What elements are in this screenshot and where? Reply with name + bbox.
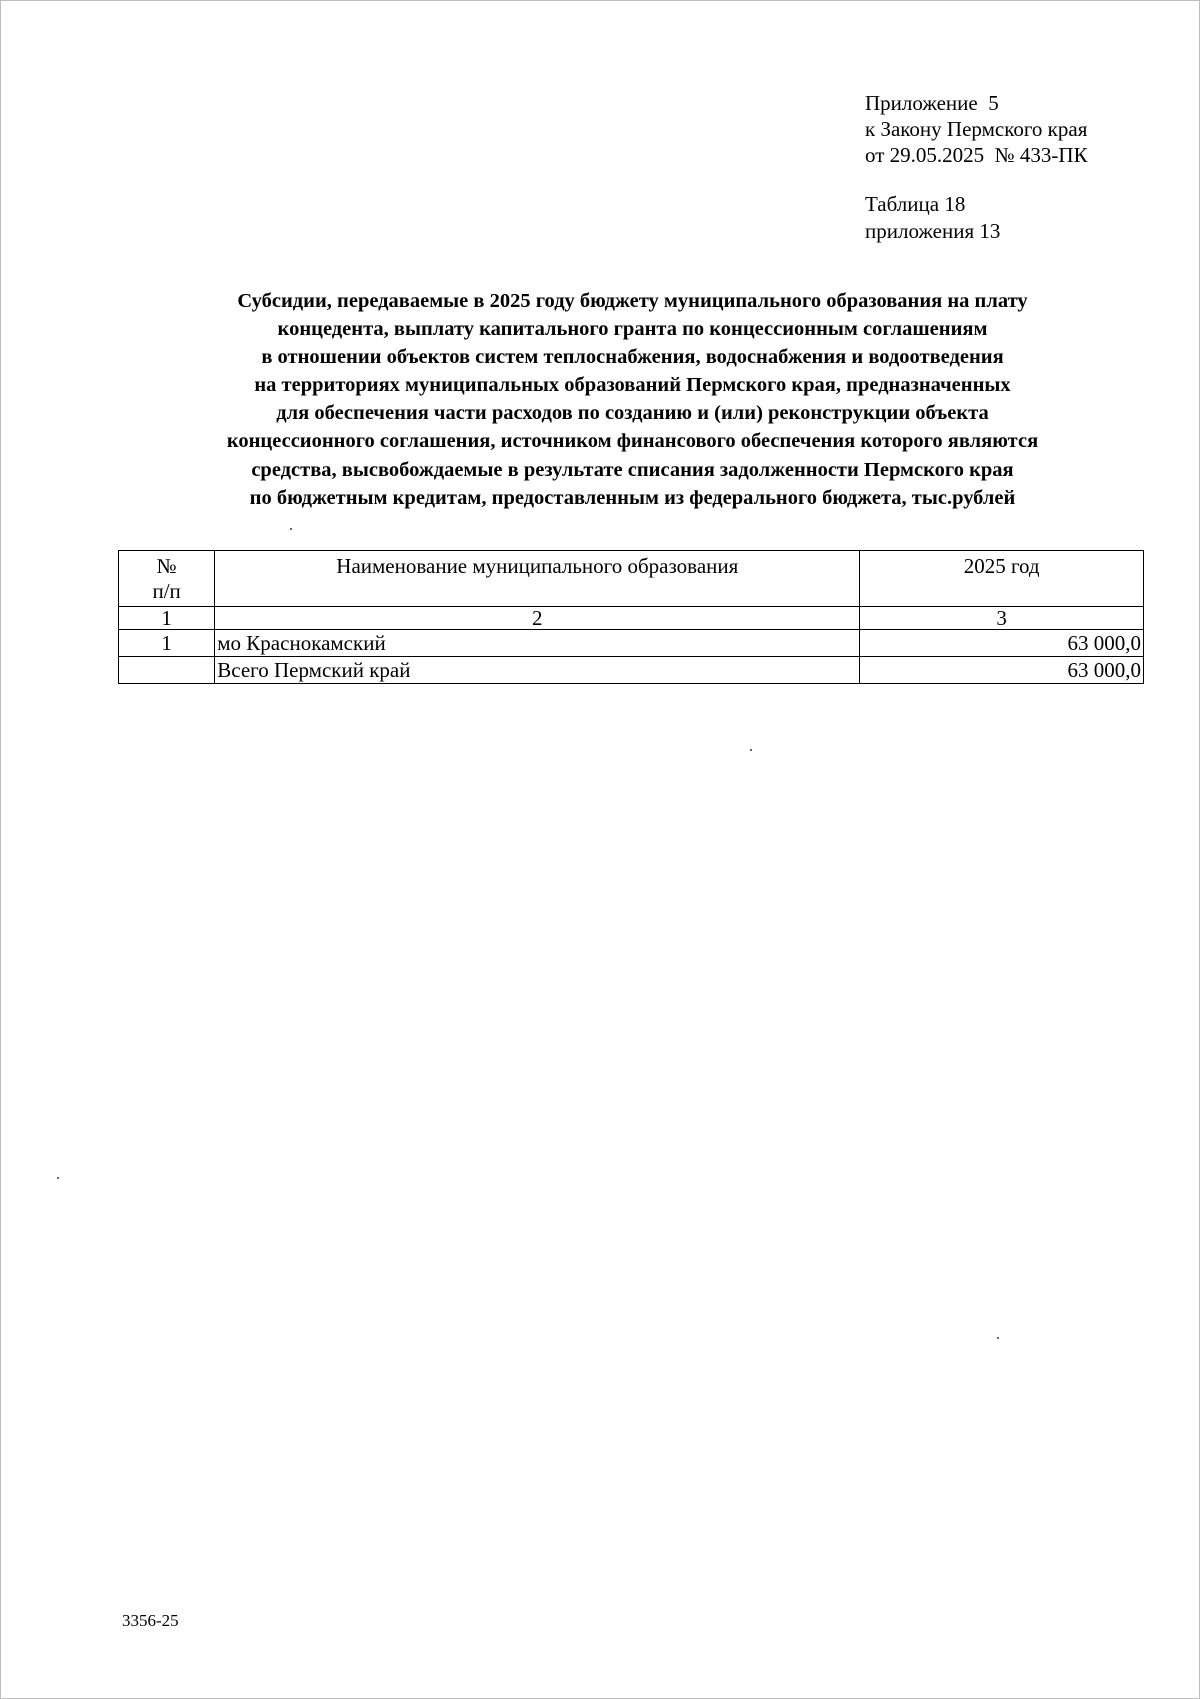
- table-reference-line: приложения 13: [865, 219, 1001, 243]
- header-number-symbol: №: [156, 554, 177, 578]
- title-line: для обеспечения части расходов по созданию и (или) реконструкции объекта: [276, 402, 989, 425]
- title-line: концессионного соглашения, источником финансового обеспечения которого являются: [226, 430, 1039, 453]
- document-code: 3356-25: [122, 1611, 179, 1630]
- appendix-line: от 29.05.2025 № 433-ПК: [865, 143, 1088, 167]
- header-name-cell: Наименование муниципального образования: [215, 551, 860, 607]
- scan-speck: [57, 1177, 59, 1179]
- table-reference-line: Таблица 18: [865, 192, 966, 216]
- column-index-row: [119, 607, 1144, 630]
- column-index-cell: 3: [860, 607, 1144, 630]
- header-number-abbr: п/п: [152, 579, 181, 603]
- total-amount-cell: 63 000,0: [860, 657, 1144, 684]
- header-year-cell: 2025 год: [860, 551, 1144, 607]
- appendix-line: к Закону Пермского края: [865, 117, 1088, 141]
- subsidy-table: [118, 550, 1144, 684]
- appendix-line: Приложение 5: [865, 91, 999, 115]
- row-number-cell: [119, 657, 215, 684]
- title-line: средства, высвобождаемые в результате списания задолженности Пермского края: [251, 458, 1014, 481]
- scan-speck: [997, 1337, 999, 1339]
- table-header-row: [119, 551, 1144, 607]
- column-index-cell: 1: [119, 607, 215, 630]
- title-line: по бюджетным кредитам, предоставленным из федерального бюджета, тыс.рублей: [249, 486, 1016, 509]
- total-label-cell: Всего Пермский край: [215, 657, 860, 684]
- municipality-name-cell: мо Краснокамский: [215, 630, 860, 657]
- column-index-cell: 2: [215, 607, 860, 630]
- total-row: [119, 657, 1144, 684]
- title-line: на территориях муниципальных образований Пермского края, предназначенных: [254, 374, 1011, 397]
- row-number-cell: 1: [119, 630, 215, 657]
- amount-cell: 63 000,0: [860, 630, 1144, 657]
- header-number-cell: [119, 551, 215, 607]
- title-line: Субсидии, передаваемые в 2025 году бюджету муниципального образования на плату: [237, 290, 1028, 312]
- table-reference: [865, 191, 1000, 245]
- scan-speck: [750, 749, 752, 751]
- document-title: [160, 287, 1105, 512]
- appendix-reference: [865, 90, 1088, 168]
- table-row: [119, 630, 1144, 657]
- title-line: в отношении объектов систем теплоснабжения, водоснабжения и водоотведения: [261, 346, 1004, 369]
- scan-speck: [290, 528, 292, 530]
- title-line: концедента, выплату капитального гранта по концессионным соглашениям: [277, 318, 988, 341]
